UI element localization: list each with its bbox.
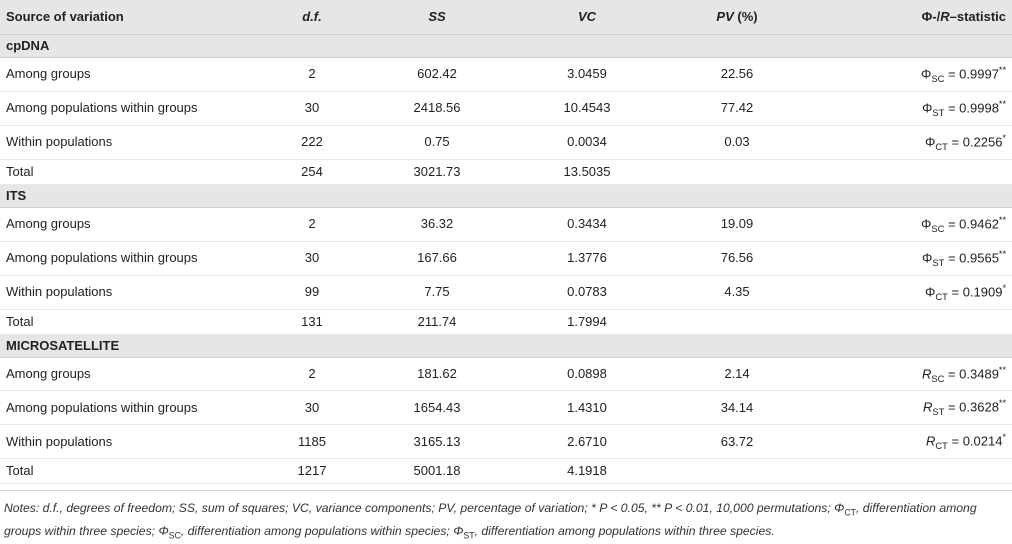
cell-vc: 3.0459	[512, 58, 662, 92]
cell-vc: 1.4310	[512, 391, 662, 425]
notes-sub-2: SC	[168, 530, 181, 541]
cell-pv: 34.14	[662, 391, 812, 425]
section-title: ITS	[0, 184, 1012, 207]
header-stat-r: R	[940, 9, 950, 24]
cell-source: Within populations	[0, 275, 262, 309]
notes-text-3: , differentiation among populations within species; Φ	[180, 523, 464, 538]
stat-value: = 0.2256	[947, 134, 1003, 150]
stat-value: = 0.9997	[944, 66, 999, 82]
cell-ss: 5001.18	[362, 459, 512, 484]
cell-source: Among groups	[0, 357, 262, 391]
table-row	[0, 275, 1012, 309]
cell-ss: 3165.13	[362, 425, 512, 459]
stat-significance: *	[1002, 282, 1006, 293]
cell-df: 99	[262, 275, 362, 309]
cell-vc: 10.4543	[512, 91, 662, 125]
section-row	[0, 334, 1012, 357]
cell-statistic	[812, 91, 1012, 125]
stat-subscript: SC	[931, 73, 945, 84]
header-pv-unit: (%)	[733, 9, 758, 24]
stat-value: = 0.1909	[947, 283, 1003, 299]
table-row	[0, 309, 1012, 334]
stat-subscript: SC	[931, 223, 945, 234]
cell-source: Within populations	[0, 125, 262, 159]
cell-source: Total	[0, 159, 262, 184]
stat-symbol: Φ	[920, 216, 932, 232]
cell-df: 2	[262, 357, 362, 391]
cell-pv	[662, 159, 812, 184]
table-row	[0, 125, 1012, 159]
stat-value: = 0.9565	[944, 250, 999, 266]
header-statistic	[812, 0, 1012, 35]
cell-ss: 0.75	[362, 125, 512, 159]
table-row	[0, 159, 1012, 184]
cell-vc: 0.3434	[512, 207, 662, 241]
stat-subscript: CT	[935, 441, 948, 452]
cell-pv: 76.56	[662, 241, 812, 275]
cell-pv: 0.03	[662, 125, 812, 159]
cell-df: 222	[262, 125, 362, 159]
cell-pv: 77.42	[662, 91, 812, 125]
stat-subscript: ST	[932, 407, 945, 418]
cell-vc: 2.6710	[512, 425, 662, 459]
cell-pv: 63.72	[662, 425, 812, 459]
cell-statistic	[812, 125, 1012, 159]
table-row	[0, 241, 1012, 275]
cell-df: 30	[262, 91, 362, 125]
notes-text-1: Notes: d.f., degrees of freedom; SS, sum of squares; VC, variance components; PV, percentage of variation; * P < 0.05, ** P < 0.01, 10,000 permutations; Φ	[4, 501, 845, 516]
stat-symbol: R	[921, 365, 932, 381]
cell-vc: 1.3776	[512, 241, 662, 275]
cell-source: Total	[0, 459, 262, 484]
cell-ss: 2418.56	[362, 91, 512, 125]
cell-statistic	[812, 309, 1012, 334]
stat-significance: *	[1002, 132, 1006, 143]
stat-significance: **	[998, 65, 1006, 75]
table-row	[0, 91, 1012, 125]
cell-statistic	[812, 207, 1012, 241]
stat-value: = 0.9998	[944, 100, 999, 116]
table-row	[0, 391, 1012, 425]
cell-statistic	[812, 159, 1012, 184]
cell-vc: 1.7994	[512, 309, 662, 334]
cell-ss: 7.75	[362, 275, 512, 309]
cell-df: 1185	[262, 425, 362, 459]
cell-ss: 211.74	[362, 309, 512, 334]
cell-statistic	[812, 58, 1012, 92]
header-stat-suffix: –statistic	[949, 9, 1006, 24]
stat-subscript: ST	[932, 257, 945, 268]
table-row	[0, 58, 1012, 92]
cell-pv: 19.09	[662, 207, 812, 241]
cell-vc: 0.0783	[512, 275, 662, 309]
cell-df: 2	[262, 207, 362, 241]
cell-vc: 4.1918	[512, 459, 662, 484]
cell-statistic	[812, 241, 1012, 275]
cell-vc: 0.0034	[512, 125, 662, 159]
cell-statistic	[812, 391, 1012, 425]
cell-statistic	[812, 275, 1012, 309]
cell-ss: 181.62	[362, 357, 512, 391]
cell-source: Within populations	[0, 425, 262, 459]
header-df: d.f.	[302, 9, 322, 24]
stat-significance: **	[998, 98, 1006, 109]
cell-statistic	[812, 357, 1012, 391]
stat-symbol: Φ	[925, 134, 936, 150]
stat-significance: **	[998, 364, 1006, 375]
notes-sub-3: ST	[463, 530, 475, 541]
header-ss: SS	[428, 9, 446, 24]
header-row	[0, 0, 1012, 35]
cell-ss: 167.66	[362, 241, 512, 275]
stat-value: = 0.9462	[944, 216, 999, 232]
stat-significance: **	[998, 248, 1006, 259]
stat-subscript: CT	[935, 141, 948, 152]
cell-statistic	[812, 459, 1012, 484]
cell-ss: 1654.43	[362, 391, 512, 425]
cell-df: 131	[262, 309, 362, 334]
table-row	[0, 425, 1012, 459]
table-row	[0, 357, 1012, 391]
cell-df: 1217	[262, 459, 362, 484]
table-row	[0, 459, 1012, 484]
stat-value: = 0.3489	[944, 365, 999, 381]
section-row	[0, 184, 1012, 207]
table-row	[0, 207, 1012, 241]
stat-symbol: Φ	[925, 283, 936, 299]
stat-symbol: Φ	[922, 250, 933, 266]
cell-vc: 0.0898	[512, 357, 662, 391]
stat-symbol: R	[923, 399, 933, 415]
cell-df: 2	[262, 58, 362, 92]
header-pv	[662, 0, 812, 35]
cell-pv: 4.35	[662, 275, 812, 309]
stat-value: = 0.3628	[944, 399, 999, 415]
cell-source: Among populations within groups	[0, 241, 262, 275]
stat-subscript: ST	[932, 107, 945, 118]
cell-vc: 13.5035	[512, 159, 662, 184]
cell-source: Among groups	[0, 58, 262, 92]
header-pv-label: PV	[716, 9, 734, 24]
notes-sub-1: CT	[844, 507, 856, 518]
cell-pv	[662, 459, 812, 484]
stat-significance: *	[1002, 432, 1006, 443]
table-notes	[0, 490, 1012, 544]
cell-ss: 602.42	[362, 58, 512, 92]
cell-pv: 22.56	[662, 58, 812, 92]
stat-significance: **	[998, 214, 1006, 225]
cell-df: 30	[262, 391, 362, 425]
section-title: cpDNA	[0, 35, 1012, 58]
cell-df: 254	[262, 159, 362, 184]
header-source: Source of variation	[6, 9, 124, 24]
stat-symbol: R	[926, 433, 936, 449]
stat-symbol: Φ	[920, 66, 932, 82]
stat-subscript: CT	[935, 291, 948, 302]
cell-pv	[662, 309, 812, 334]
stat-symbol: Φ	[922, 100, 933, 116]
cell-df: 30	[262, 241, 362, 275]
stat-value: = 0.0214	[947, 433, 1003, 449]
notes-text-4: , differentiation among populations within three species.	[474, 523, 775, 538]
section-row	[0, 35, 1012, 58]
cell-source: Among populations within groups	[0, 391, 262, 425]
stat-significance: **	[998, 398, 1006, 409]
cell-pv: 2.14	[662, 357, 812, 391]
cell-ss: 3021.73	[362, 159, 512, 184]
notes-text-2: , differentiation among groups within three species; Φ	[4, 501, 977, 538]
stat-subscript: SC	[931, 373, 945, 384]
cell-ss: 36.32	[362, 207, 512, 241]
cell-statistic	[812, 425, 1012, 459]
header-stat-prefix: Φ-/	[921, 9, 941, 24]
cell-source: Among populations within groups	[0, 91, 262, 125]
header-vc: VC	[577, 9, 597, 24]
cell-source: Among groups	[0, 207, 262, 241]
cell-source: Total	[0, 309, 262, 334]
section-title: MICROSATELLITE	[0, 334, 1012, 357]
